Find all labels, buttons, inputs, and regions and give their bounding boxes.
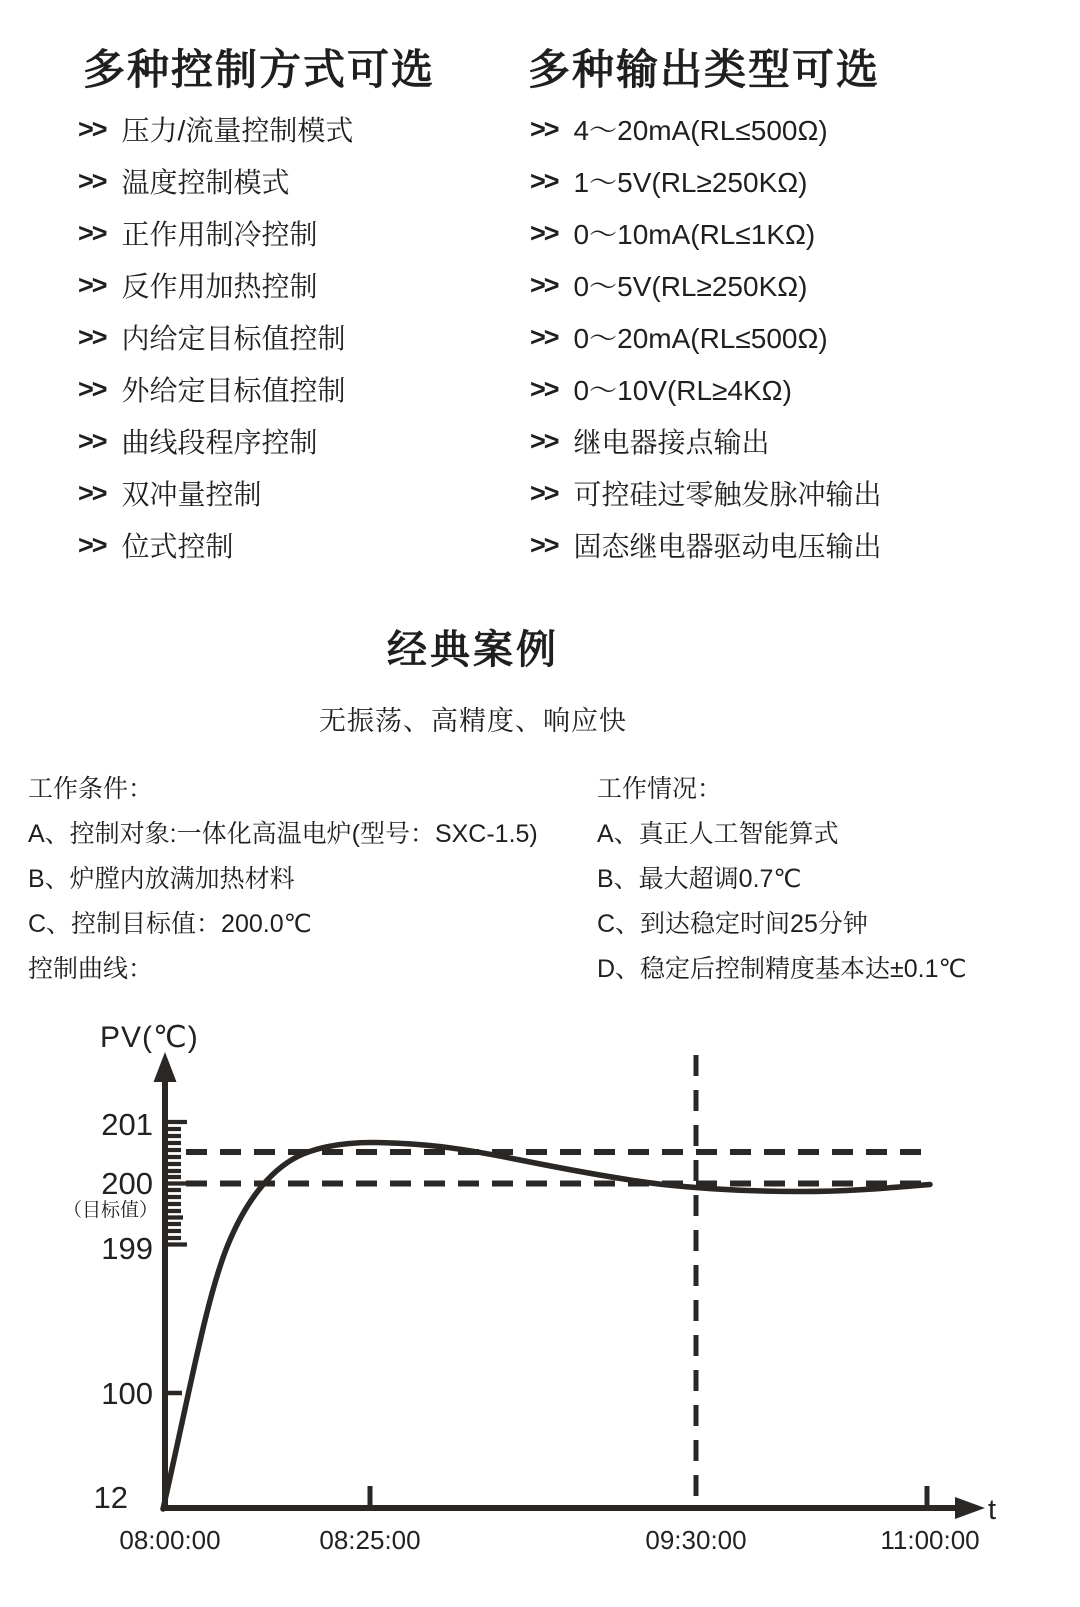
x-tick-label-082500: 08:25:00 <box>319 1525 421 1555</box>
list-item <box>78 519 558 571</box>
y-tick-label-12: 12 <box>93 1480 128 1515</box>
case-title: 经典案例 <box>387 628 559 672</box>
list-item <box>78 207 558 259</box>
y-axis-label: PV(℃) <box>100 1021 199 1054</box>
y-tick-label-200: 200 <box>101 1166 153 1201</box>
list-item <box>78 311 558 363</box>
work-status-item: C、到达稳定时间25分钟 <box>597 909 868 938</box>
list-item-label: 正作用制冷控制 <box>121 219 318 250</box>
y-tick-label-201: 201 <box>101 1107 153 1142</box>
work-status <box>597 764 1080 989</box>
double-arrow-bullet: >> <box>78 373 106 404</box>
list-item-label: 可控硅过零触发脉冲输出 <box>573 479 882 510</box>
list-item-label: 0～10mA(RL≤1KΩ) <box>573 219 816 250</box>
double-arrow-bullet: >> <box>530 477 558 508</box>
list-item <box>530 311 1010 363</box>
list-item-label: 0～5V(RL≥250KΩ) <box>573 271 808 302</box>
list-item <box>530 363 1010 415</box>
double-arrow-bullet: >> <box>78 269 106 300</box>
list-item <box>78 467 558 519</box>
work-condition-item: C、控制目标值：200.0℃ <box>28 909 312 938</box>
work-conditions <box>28 764 588 989</box>
list-item <box>530 103 1010 155</box>
list-item-label: 温度控制模式 <box>121 167 290 198</box>
list-item <box>78 155 558 207</box>
list-item-label: 固态继电器驱动电压输出 <box>573 531 882 562</box>
x-tick-label-110000: 11:00:00 <box>880 1525 980 1555</box>
y-tick-label-100: 100 <box>101 1376 153 1411</box>
control-modes-list <box>78 103 558 571</box>
list-item-label: 0～10V(RL≥4KΩ) <box>573 375 792 406</box>
x-axis-label: t <box>988 1494 997 1526</box>
work-condition-item: B、炉膛内放满加热材料 <box>28 864 295 893</box>
double-arrow-bullet: >> <box>78 477 106 508</box>
double-arrow-bullet: >> <box>530 425 558 456</box>
list-item-label: 1～5V(RL≥250KΩ) <box>573 167 808 198</box>
double-arrow-bullet: >> <box>78 425 106 456</box>
list-item-label: 4～20mA(RL≤500Ω) <box>573 115 828 146</box>
case-subtitle: 无振荡、高精度、响应快 <box>319 706 627 736</box>
double-arrow-bullet: >> <box>78 529 106 560</box>
list-item <box>78 415 558 467</box>
list-item <box>530 467 1010 519</box>
list-item <box>530 519 1010 571</box>
list-item <box>530 207 1010 259</box>
x-tick-label-080000: 08:00:00 <box>119 1525 221 1555</box>
list-item <box>530 415 1010 467</box>
list-item-label: 双冲量控制 <box>121 479 262 510</box>
list-item-label: 0～20mA(RL≤500Ω) <box>573 323 828 354</box>
list-item-label: 外给定目标值控制 <box>121 375 346 406</box>
list-item-label: 内给定目标值控制 <box>121 323 346 354</box>
list-item-label: 曲线段程序控制 <box>121 427 318 458</box>
target-value-note: （目标值） <box>62 1200 158 1221</box>
list-item-label: 反作用加热控制 <box>121 271 318 302</box>
list-item-label: 继电器接点输出 <box>573 427 770 458</box>
list-item-label: 压力/流量控制模式 <box>121 115 354 146</box>
list-item <box>530 259 1010 311</box>
double-arrow-bullet: >> <box>530 373 558 404</box>
case-section <box>0 618 946 738</box>
list-item <box>78 259 558 311</box>
double-arrow-bullet: >> <box>78 113 106 144</box>
work-conditions-header: 工作条件： <box>28 774 154 803</box>
double-arrow-bullet: >> <box>530 269 558 300</box>
y-axis-arrow-icon <box>154 1052 177 1082</box>
work-condition-item: A、控制对象:一体化高温电炉(型号：SXC-1.5) <box>28 819 538 848</box>
work-status-item: A、真正人工智能算式 <box>597 819 839 848</box>
control-curve-label: 控制曲线： <box>28 954 154 983</box>
y-axis-ruler-ticks <box>165 1122 187 1245</box>
double-arrow-bullet: >> <box>530 529 558 560</box>
work-status-item: D、稳定后控制精度基本达±0.1℃ <box>597 954 967 983</box>
output-types-title: 多种输出类型可选 <box>528 46 881 93</box>
double-arrow-bullet: >> <box>530 217 558 248</box>
control-curve-chart <box>0 987 1080 1607</box>
double-arrow-bullet: >> <box>78 165 106 196</box>
double-arrow-bullet: >> <box>530 321 558 352</box>
control-modes-title: 多种控制方式可选 <box>83 46 436 93</box>
list-item <box>530 155 1010 207</box>
list-item <box>78 103 558 155</box>
work-status-item: B、最大超调0.7℃ <box>597 864 802 893</box>
output-types-list <box>530 103 1010 571</box>
list-item <box>78 363 558 415</box>
x-axis-arrow-icon <box>955 1497 985 1519</box>
list-item-label: 位式控制 <box>121 531 234 562</box>
double-arrow-bullet: >> <box>530 113 558 144</box>
y-tick-label-199: 199 <box>101 1231 153 1266</box>
work-status-header: 工作情况： <box>597 774 723 803</box>
double-arrow-bullet: >> <box>78 217 106 248</box>
pv-curve <box>163 1143 930 1510</box>
double-arrow-bullet: >> <box>78 321 106 352</box>
double-arrow-bullet: >> <box>530 165 558 196</box>
x-tick-label-093000: 09:30:00 <box>645 1525 747 1555</box>
